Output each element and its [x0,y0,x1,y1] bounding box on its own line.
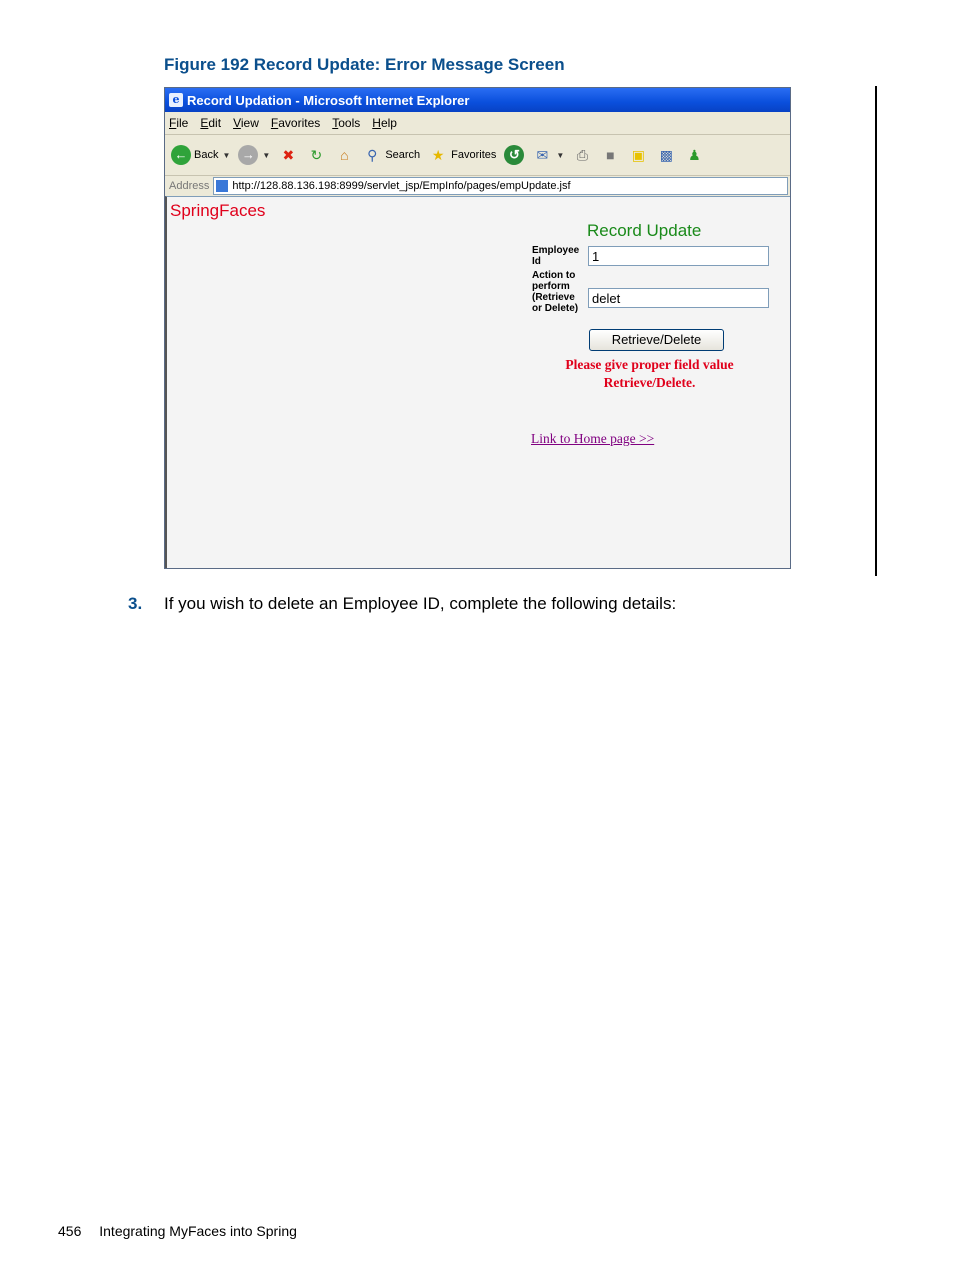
chevron-down-icon[interactable]: ▼ [556,150,565,160]
employee-id-label: Employee Id [532,245,580,267]
favorites-label: Favorites [451,149,497,161]
error-message [537,356,762,392]
action-label: Action to perform (Retrieve or Delete) [532,270,579,314]
home-button[interactable] [334,145,354,165]
refresh-button[interactable] [306,145,326,165]
window-title: Record Updation - Microsoft Internet Explorer [187,92,470,108]
step-item [128,594,676,614]
books-icon: ▩ [659,147,673,163]
research-button[interactable] [656,145,676,165]
address-bar [165,176,790,197]
change-bar [875,86,877,576]
star-icon: ★ [431,147,445,163]
edit-icon: ■ [606,147,615,163]
toolbar [165,135,790,176]
menu-file[interactable]: File [169,116,189,130]
ie-icon: e [169,93,183,107]
home-page-link[interactable]: Link to Home page >> [531,431,655,446]
search-label: Search [385,149,421,161]
page-content [165,196,790,568]
history-icon: ↺ [504,145,524,165]
menu-bar [165,112,790,135]
error-line-1: Please give proper field value [565,357,734,372]
form-title: Record Update [587,221,702,240]
footer-section: Integrating MyFaces into Spring [99,1223,297,1239]
address-label: Address [169,180,210,192]
printer-icon: ⎙ [576,147,588,163]
action-input[interactable]: delet [588,288,769,308]
browser-window [164,87,791,569]
forward-button[interactable] [238,145,270,165]
history-button[interactable] [504,145,524,165]
step-number: 3. [128,594,143,613]
search-icon: ⚲ [367,147,378,163]
menu-tools[interactable]: Tools [332,116,361,130]
print-button[interactable] [572,145,592,165]
back-label: Back [194,149,219,161]
brand-title: SpringFaces [170,201,266,220]
forward-arrow-icon: → [238,145,258,165]
employee-id-input[interactable]: 1 [588,246,769,266]
menu-view[interactable]: View [233,116,259,130]
messenger-button[interactable] [684,145,704,165]
mail-icon: ✉ [536,147,549,163]
chevron-down-icon[interactable]: ▼ [222,150,231,160]
address-input[interactable] [213,177,788,195]
error-line-2: Retrieve/Delete. [603,375,696,390]
page-icon [216,180,228,192]
figure-caption: Figure 192 Record Update: Error Message Screen [164,55,565,74]
page-footer [58,1223,297,1239]
home-icon: ⌂ [340,147,349,163]
note-icon: ▣ [631,147,645,163]
favorites-button[interactable] [428,145,496,165]
search-button[interactable] [362,145,420,165]
chevron-down-icon[interactable]: ▼ [262,150,271,160]
discuss-button[interactable] [628,145,648,165]
window-titlebar [165,88,790,112]
messenger-icon: ♟ [688,147,701,163]
menu-help[interactable]: Help [372,116,397,130]
retrieve-delete-button[interactable]: Retrieve/Delete [589,329,724,351]
edit-button[interactable] [600,145,620,165]
back-arrow-icon: ← [171,145,191,165]
menu-edit[interactable]: Edit [200,116,222,130]
address-url: http://128.88.136.198:8999/servlet_jsp/EmpInfo/pages/empUpdate.jsf [232,180,571,192]
refresh-icon: ↻ [310,147,323,163]
page-number: 456 [58,1223,82,1239]
menu-favorites[interactable]: Favorites [270,116,321,130]
stop-button[interactable] [278,145,298,165]
mail-button[interactable] [532,145,564,165]
back-button[interactable] [171,145,230,165]
stop-icon: ✖ [282,147,295,163]
step-text: If you wish to delete an Employee ID, complete the following details: [164,594,677,613]
